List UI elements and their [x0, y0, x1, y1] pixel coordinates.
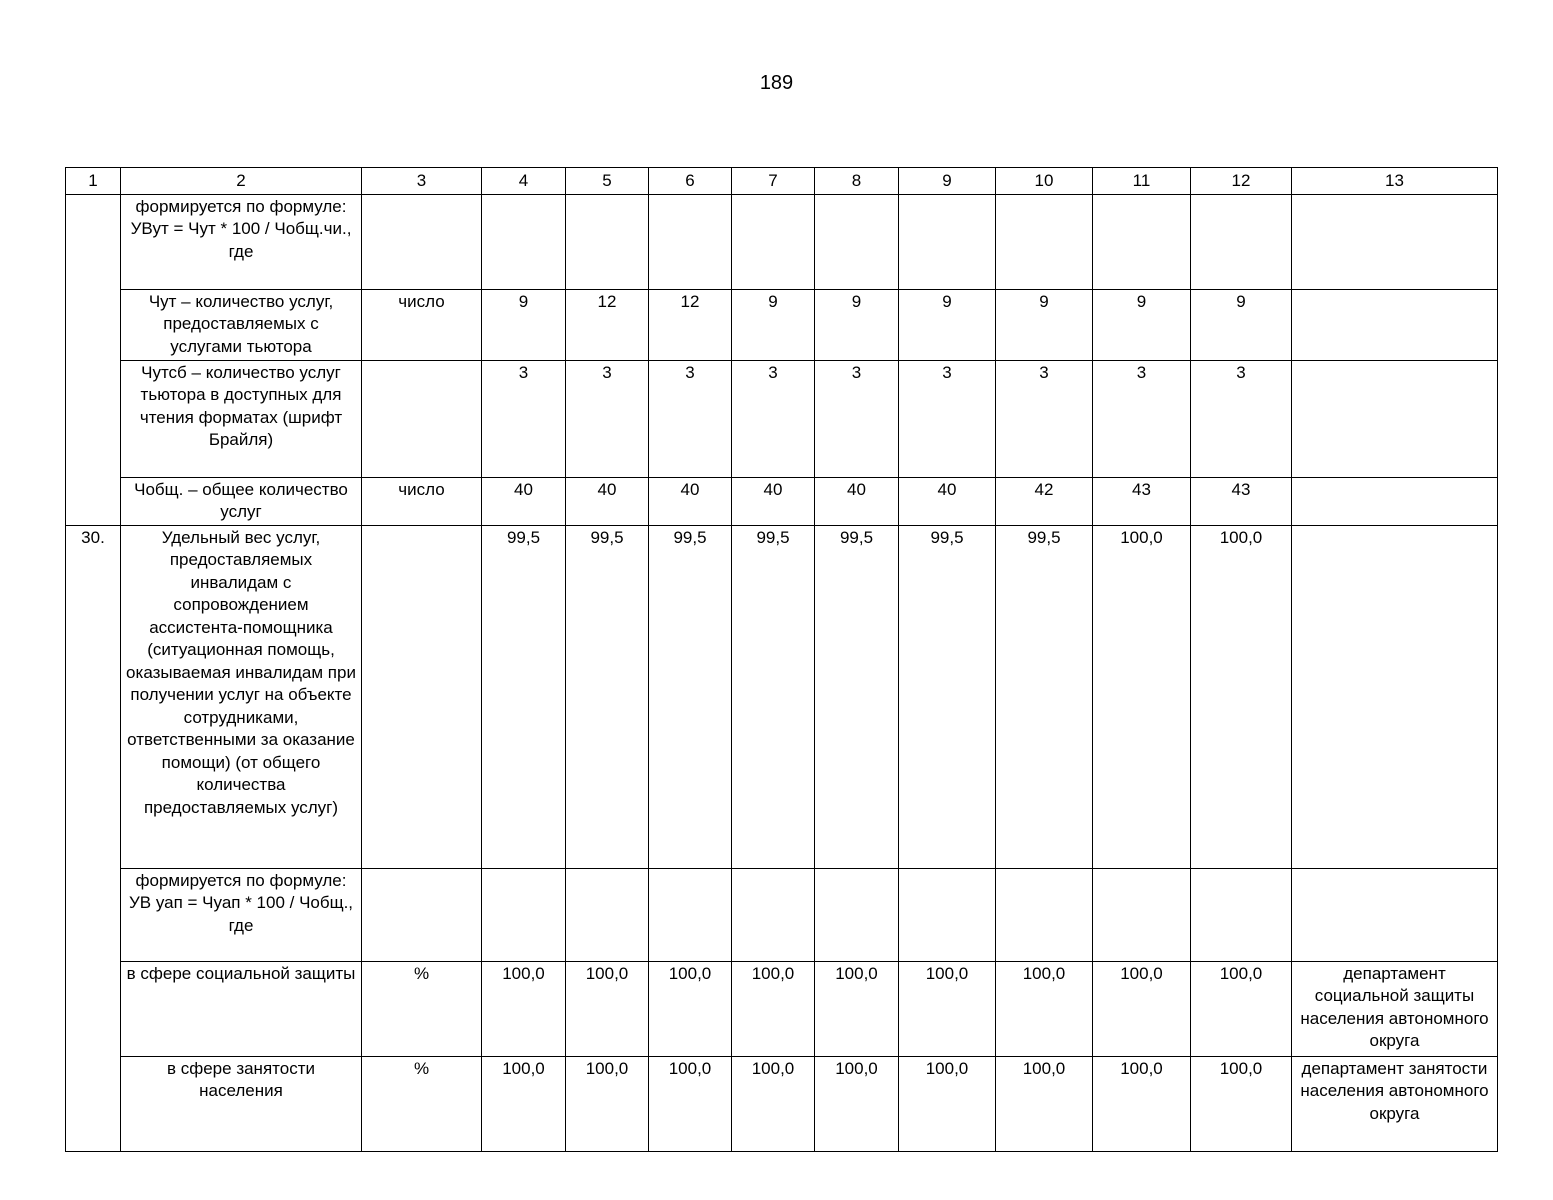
table-cell: 100,0	[899, 1056, 996, 1151]
table-cell: формируется по формуле: УВут = Чут * 100 / Чобщ.чи., где	[121, 194, 362, 289]
table-cell: 40	[732, 477, 815, 525]
table-cell: 40	[566, 477, 649, 525]
table-cell: 9	[732, 289, 815, 360]
table-cell: 100,0	[899, 961, 996, 1056]
table-cell: 100,0	[996, 961, 1093, 1056]
table-cell: число	[362, 477, 482, 525]
header-cell: 4	[482, 168, 566, 195]
table-cell: 30.	[66, 525, 121, 1151]
table-cell	[899, 194, 996, 289]
table-cell	[362, 525, 482, 868]
table-cell	[732, 194, 815, 289]
table-cell	[649, 194, 732, 289]
table-cell: 100,0	[482, 1056, 566, 1151]
table-cell: 99,5	[566, 525, 649, 868]
header-cell: 10	[996, 168, 1093, 195]
table-cell: 100,0	[815, 961, 899, 1056]
table-cell	[482, 194, 566, 289]
table-cell: 100,0	[566, 1056, 649, 1151]
table-cell: Чобщ. – общее количество услуг	[121, 477, 362, 525]
table-cell: 43	[1093, 477, 1191, 525]
table-row	[66, 525, 1498, 868]
header-cell: 2	[121, 168, 362, 195]
table-row	[66, 194, 1498, 289]
table-cell	[732, 868, 815, 961]
table-cell: 100,0	[482, 961, 566, 1056]
table-cell: 40	[649, 477, 732, 525]
table-cell: 3	[1093, 360, 1191, 477]
table-cell	[815, 194, 899, 289]
table-row	[66, 289, 1498, 360]
table-cell: 9	[815, 289, 899, 360]
table-cell: 12	[649, 289, 732, 360]
header-cell: 6	[649, 168, 732, 195]
table-cell	[482, 868, 566, 961]
table-cell: 100,0	[566, 961, 649, 1056]
table-cell: 3	[1191, 360, 1292, 477]
table-cell	[996, 868, 1093, 961]
table-cell: 42	[996, 477, 1093, 525]
header-cell: 12	[1191, 168, 1292, 195]
table-cell: 99,5	[482, 525, 566, 868]
table-cell	[566, 868, 649, 961]
table-cell: 43	[1191, 477, 1292, 525]
table-cell: департамент занятости населения автономного округа	[1292, 1056, 1498, 1151]
table-cell: 99,5	[649, 525, 732, 868]
table-cell	[899, 868, 996, 961]
table-cell: 100,0	[732, 1056, 815, 1151]
table-cell: 12	[566, 289, 649, 360]
table-cell: 100,0	[1191, 525, 1292, 868]
table-cell	[1191, 194, 1292, 289]
table-cell: 100,0	[1093, 1056, 1191, 1151]
table-cell	[1292, 477, 1498, 525]
table-cell: в сфере занятости населения	[121, 1056, 362, 1151]
table-cell	[362, 360, 482, 477]
table-cell: Чутсб – количество услуг тьютора в доступных для чтения форматах (шрифт Брайля)	[121, 360, 362, 477]
table-cell: 40	[899, 477, 996, 525]
table-cell: 3	[732, 360, 815, 477]
table-cell: 100,0	[815, 1056, 899, 1151]
table-cell	[996, 194, 1093, 289]
table-cell: %	[362, 1056, 482, 1151]
table-cell	[1093, 194, 1191, 289]
table-row	[66, 1056, 1498, 1151]
table-cell: 3	[996, 360, 1093, 477]
table-cell: 3	[815, 360, 899, 477]
table-cell: 3	[482, 360, 566, 477]
table-cell: 3	[899, 360, 996, 477]
table-cell: 40	[815, 477, 899, 525]
table-cell: 9	[1191, 289, 1292, 360]
header-cell: 7	[732, 168, 815, 195]
table-cell: формируется по формуле: УВ уап = Чуап * 100 / Чобщ., где	[121, 868, 362, 961]
table-cell: 9	[482, 289, 566, 360]
table-cell	[1292, 194, 1498, 289]
table-cell: 99,5	[732, 525, 815, 868]
table-row	[66, 360, 1498, 477]
header-cell: 13	[1292, 168, 1498, 195]
table-cell: 100,0	[649, 961, 732, 1056]
header-cell: 3	[362, 168, 482, 195]
table-cell: Удельный вес услуг, предоставляемых инвалидам с сопровождением ассистента-помощника (ситуационная помощь, оказываемая инвалидам при получении услуг на объекте сотрудниками, ответственными за оказание помощи) (от общего количества предоставляемых услуг)	[121, 525, 362, 868]
page-number: 189	[759, 72, 794, 94]
header-cell: 5	[566, 168, 649, 195]
table-cell	[362, 868, 482, 961]
table-body	[66, 194, 1498, 1151]
table-cell	[1191, 868, 1292, 961]
table-cell: 100,0	[1191, 1056, 1292, 1151]
header-cell: 8	[815, 168, 899, 195]
table-cell	[566, 194, 649, 289]
table-cell: 100,0	[1093, 961, 1191, 1056]
table-cell: 100,0	[649, 1056, 732, 1151]
table-cell: 3	[649, 360, 732, 477]
table-cell: 100,0	[996, 1056, 1093, 1151]
table-cell	[66, 194, 121, 525]
header-cell: 9	[899, 168, 996, 195]
table-cell	[1292, 289, 1498, 360]
table-cell: 9	[1093, 289, 1191, 360]
table-cell: в сфере социальной защиты	[121, 961, 362, 1056]
table-cell: 9	[899, 289, 996, 360]
table-cell: Чут – количество услуг, предоставляемых с услугами тьютора	[121, 289, 362, 360]
table-row	[66, 477, 1498, 525]
table-cell: 100,0	[1093, 525, 1191, 868]
table-row	[66, 868, 1498, 961]
table-cell: 3	[566, 360, 649, 477]
table-cell	[815, 868, 899, 961]
table-cell: 99,5	[899, 525, 996, 868]
table-cell	[1292, 868, 1498, 961]
table-cell: 9	[996, 289, 1093, 360]
table-cell: 100,0	[1191, 961, 1292, 1056]
table-cell: 99,5	[996, 525, 1093, 868]
table-cell	[649, 868, 732, 961]
table-cell: департамент социальной защиты населения автономного округа	[1292, 961, 1498, 1056]
table-cell: 99,5	[815, 525, 899, 868]
table-cell	[1292, 525, 1498, 868]
header-cell: 1	[66, 168, 121, 195]
table-cell: число	[362, 289, 482, 360]
table-row	[66, 961, 1498, 1056]
header-cell: 11	[1093, 168, 1191, 195]
table-cell	[362, 194, 482, 289]
table-cell: 40	[482, 477, 566, 525]
table-header-row	[66, 168, 1498, 195]
table-cell	[1292, 360, 1498, 477]
indicator-table	[65, 167, 1498, 1152]
table-cell: %	[362, 961, 482, 1056]
table-cell	[1093, 868, 1191, 961]
table-cell: 100,0	[732, 961, 815, 1056]
